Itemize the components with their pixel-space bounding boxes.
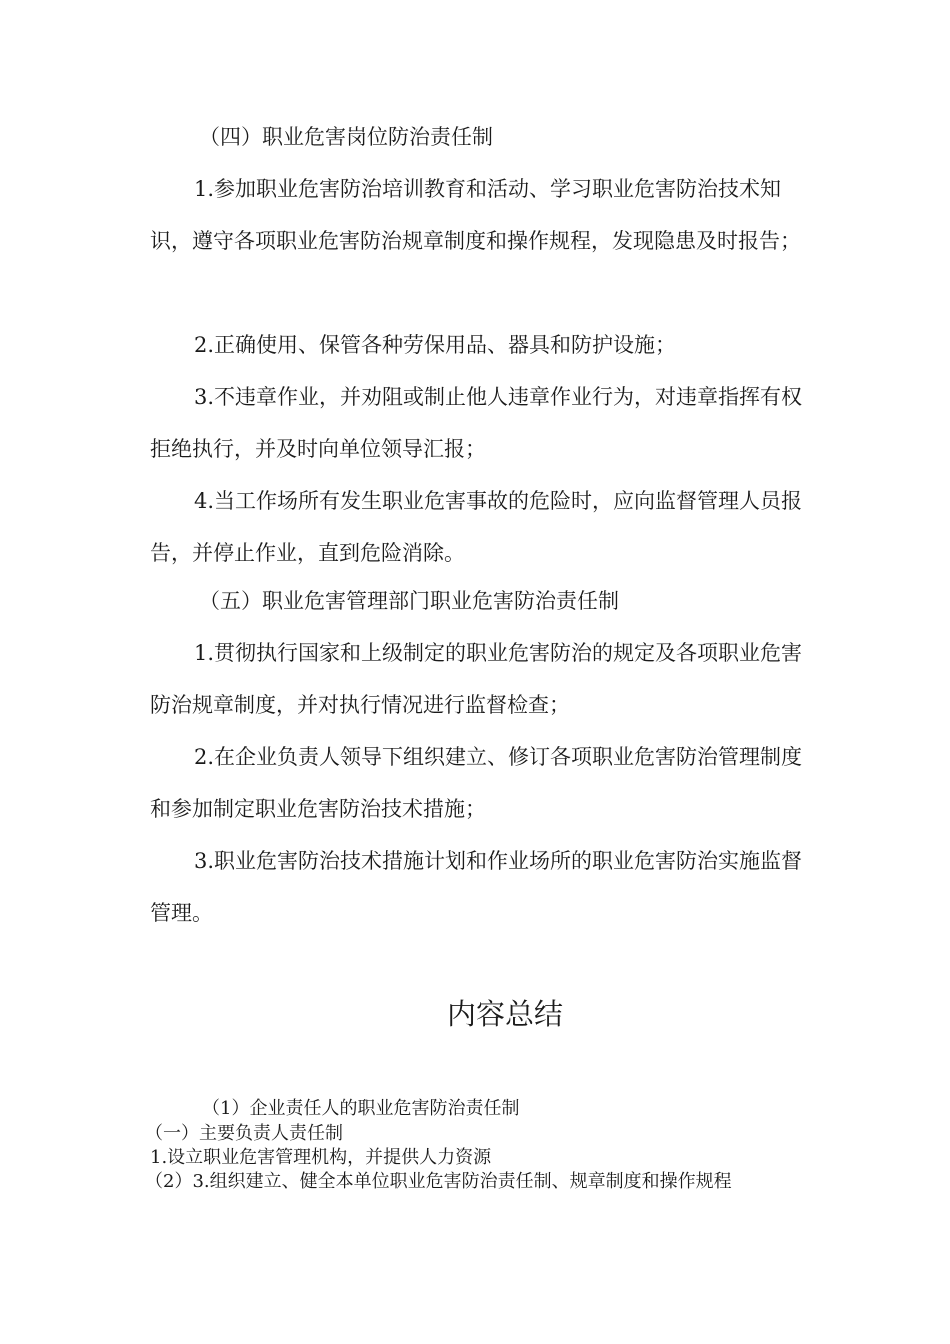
summary-line-4: （2）3.组织建立、健全本单位职业危害防治责任制、规章制度和操作规程 bbox=[145, 1171, 732, 1192]
section-4-item-2: 2.正确使用、保管各种劳保用品、器具和防护设施； bbox=[194, 333, 677, 357]
summary-line-2: （一）主要负责人责任制 bbox=[145, 1123, 343, 1144]
section-4-item-3: 3.不违章作业，并劝阻或制止他人违章作业行为，对违章指挥有权拒绝执行，并及时向单位领导汇报； bbox=[150, 385, 803, 461]
summary-line-3: 1.设立职业危害管理机构，并提供人力资源 bbox=[150, 1147, 492, 1168]
section-5-heading: （五）职业危害管理部门职业危害防治责任制 bbox=[199, 589, 619, 613]
section-4-item-4: 4.当工作场所有发生职业危害事故的危险时，应向监督管理人员报告，并停止作业，直到危险消除。 bbox=[150, 489, 803, 565]
section-4-item-1: 1.参加职业危害防治培训教育和活动、学习职业危害防治技术知识，遵守各项职业危害防治规章制度和操作规程，发现隐患及时报告； bbox=[150, 177, 801, 253]
section-4-heading: （四）职业危害岗位防治责任制 bbox=[199, 125, 493, 149]
section-5-item-2: 2.在企业负责人领导下组织建立、修订各项职业危害防治管理制度和参加制定职业危害防治技术措施； bbox=[150, 745, 803, 821]
section-5-item-1: 1.贯彻执行国家和上级制定的职业危害防治的规定及各项职业危害防治规章制度，并对执行情况进行监督检查； bbox=[150, 641, 803, 717]
summary-line-1: （1）企业责任人的职业危害防治责任制 bbox=[202, 1098, 520, 1119]
section-5-item-3: 3.职业危害防治技术措施计划和作业场所的职业危害防治实施监督管理。 bbox=[150, 849, 803, 925]
summary-title: 内容总结 bbox=[446, 997, 563, 1031]
